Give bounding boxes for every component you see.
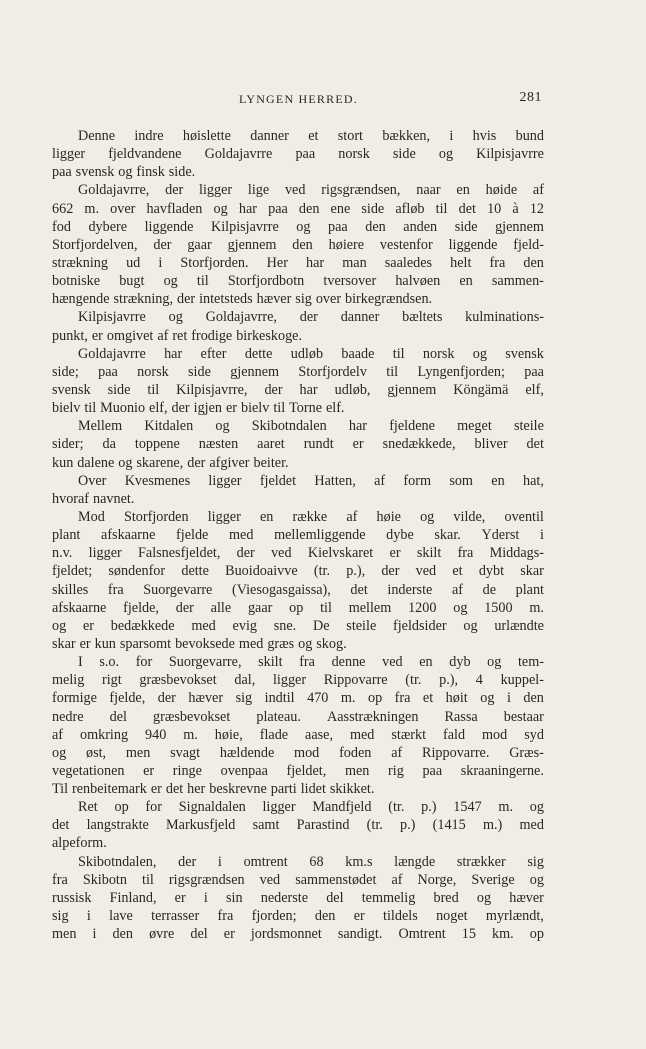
text-line: plant afskaarne fjelde med mellemliggende dybe skar. Yderst i (52, 527, 544, 544)
text-line: fod dybere liggende Kilpisjavrre og paa den anden side gjennem (52, 218, 544, 235)
text-line: fjeldet; søndenfor dette Buoidoaivve (tr. p.), der ved et dybt skar (52, 563, 544, 580)
text-line: vegetationen er ringe ovenpaa fjeldet, men rig paa skraaningerne. (52, 762, 544, 779)
text-line: paa svensk og finsk side. (52, 164, 196, 181)
text-line: botniske bugt og til Storfjordbotn tversover halvøen en sammen- (52, 273, 544, 290)
text-line: Mellem Kitdalen og Skibotndalen har fjeldene meget steile (78, 418, 544, 435)
running-title: LYNGEN HERRED. (239, 92, 358, 106)
text-line: side; paa norsk side gjennem Storfjordelv til Lyngenfjorden; paa (52, 363, 544, 380)
page-number: 281 (519, 90, 542, 105)
text-line: Til renbeitemark er det her beskrevne parti lidet skikket. (52, 781, 375, 798)
text-line: n.v. ligger Falsnesfjeldet, der ved Kielvskaret er skilt fra Middags- (52, 545, 544, 562)
text-line: hængende strækning, der intetsteds hæver sig over birkegrændsen. (52, 291, 433, 308)
text-line: og er bedækkede med evig sne. De steile fjeldsider og urlændte (52, 617, 544, 634)
text-line: strækning ud i Storfjorden. Her har man saaledes helt fra den (52, 254, 544, 271)
text-line: Mod Storfjorden ligger en række af høie og vilde, oventil (78, 508, 544, 525)
text-line: I s.o. for Suorgevarre, skilt fra denne ved en dyb og tem- (78, 654, 544, 671)
text-line: fra Skibotn til rigsgrændsen ved sammenstødet af Norge, Sverige og (52, 871, 544, 888)
text-line: alpeform. (52, 835, 107, 852)
text-line: Storfjordelven, der gaar gjennem den høiere vestenfor liggende fjeld- (52, 236, 544, 253)
text-line: Denne indre høislette danner et stort bækken, i hvis bund (78, 128, 544, 144)
text-line: Skibotndalen, der i omtrent 68 km.s længde strækker sig (78, 853, 544, 870)
text-line: skilles fra Suorgevarre (Viesogasgaissa), det inderste af de plant (52, 581, 544, 598)
text-line: Goldajavrre, der ligger lige ved rigsgrændsen, naar en høide af (78, 182, 544, 199)
text-line: af omkring 940 m. høie, flade aase, med stærkt fald mod syd (52, 726, 544, 743)
text-line: melig rigt græsbevokset dal, ligger Rippovarre (tr. p.), 4 kuppel- (52, 672, 544, 689)
text-line: Kilpisjavrre og Goldajavrre, der danner bæltets kulminations- (78, 309, 544, 326)
text-line: men i den øvre del er jordsmonnet sandigt. Omtrent 15 km. op (52, 926, 544, 943)
text-line: og øst, men svagt hældende mod foden af Rippovarre. Græs- (52, 744, 544, 761)
text-line: svensk side til Kilpisjavrre, der har udløb, gjennem Köngämä elf, (52, 381, 544, 398)
text-line: sider; da toppene næsten aaret rundt er snedækkede, bliver det (52, 436, 544, 453)
text-line: ligger fjeldvandene Goldajavrre paa norsk side og Kilpisjavrre (52, 146, 544, 163)
text-line: det langstrakte Markusfjeld samt Parastind (tr. p.) (1415 m.) med (52, 817, 544, 834)
text-line: Ret op for Signaldalen ligger Mandfjeld (tr. p.) 1547 m. og (78, 799, 544, 816)
text-line: nedre del græsbevokset plateau. Aasstrækningen Rassa bestaar (52, 708, 544, 725)
text-line: Goldajavrre har efter dette udløb baade til norsk og svensk (78, 345, 544, 362)
text-line: Over Kvesmenes ligger fjeldet Hatten, af form som en hat, (78, 472, 544, 489)
body-text (52, 127, 544, 943)
text-line: formige fjelde, der hæver sig indtil 470 m. op fra et høit og i den (52, 690, 544, 707)
page-header (0, 92, 646, 112)
text-line: kun dalene og skarene, der afgiver beiter. (52, 454, 289, 471)
text-line: skar er kun sparsomt bevoksede med græs og skog. (52, 635, 347, 652)
text-line: bielv til Muonio elf, der igjen er bielv til Torne elf. (52, 400, 345, 417)
text-line: russisk Finland, er i sin nederste del temmelig bred og hæver (52, 889, 544, 906)
text-line: 662 m. over havfladen og har paa den ene side afløb til det 10 à 12 (52, 200, 544, 217)
text-line: hvoraf navnet. (52, 490, 135, 507)
text-line: afskaarne fjelde, der alle gaar op til mellem 1200 og 1500 m. (52, 599, 544, 616)
text-line: punkt, er omgivet af ret frodige birkeskoge. (52, 327, 303, 344)
text-line: sig i lave terrasser fra fjorden; den er tildels noget myrlændt, (52, 908, 544, 925)
